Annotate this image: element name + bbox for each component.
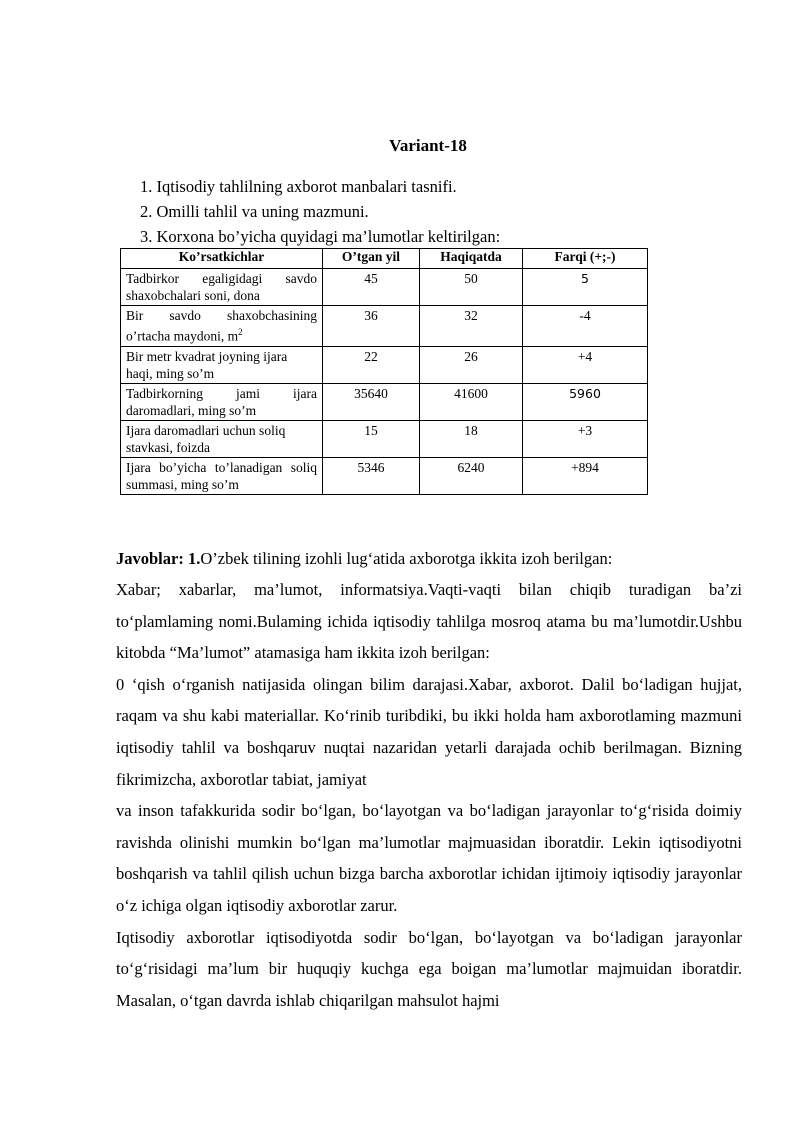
question-item: 1. Iqtisodiy tahlilning axborot manbalari tasnifi. xyxy=(140,177,457,196)
previous-year-cell: 45 xyxy=(323,269,420,306)
difference-cell: +3 xyxy=(523,420,648,457)
difference-cell: 5 xyxy=(523,269,648,306)
actual-cell: 32 xyxy=(420,306,523,347)
indicators-table xyxy=(120,248,648,495)
difference-cell: +4 xyxy=(523,346,648,383)
answers-label: Javoblar: 1. xyxy=(116,549,201,568)
table-header-row xyxy=(121,249,648,269)
table-row xyxy=(121,420,648,457)
previous-year-cell: 5346 xyxy=(323,457,420,494)
previous-year-cell: 22 xyxy=(323,346,420,383)
answer-paragraph: Xabar; xabarlar, ma’lumot, informatsiya.Vaqti-vaqti bilan chiqib turadigan ba’zi to‘plamlaming nomi.Bulaming ichida iqtisodiy tahlilga mosroq atama bu ma’lumotdir.Ushbu kitobda “Ma’lumot” atamasiga ham ikkita izoh berilgan: xyxy=(116,580,742,663)
answer-paragraph: Iqtisodiy axborotlar iqtisodiyotda sodir bo‘lgan, bo‘layotgan va bo‘ladigan jarayonlar to‘g‘risidagi ma’lum bir huquqiy kuchga ega boigan ma’lumotlar majmuidan iboratdir. Masalan, o‘tgan davrda ishlab chiqarilgan mahsulot hajmi xyxy=(116,927,742,1010)
header-indicator: Ko’rsatkichlar xyxy=(121,249,323,269)
answers-section xyxy=(116,543,742,1016)
table-row xyxy=(121,383,648,420)
answer-paragraph: 0 ‘qish o‘rganish natijasida olingan bilim darajasi.Xabar, axborot. Dalil bo‘ladigan hujjat, raqam va shu kabi materiallar. Ko‘rinib turibdiki, bu ikki holda ham axborotlaming mazmuni iqtisodiy tahlil va boshqaruv nuqtai nazaridan yetarli darajada ochib berilmagan. Bizning fikrimizcha, axborotlar tabiat, jamiyat xyxy=(116,674,742,789)
indicator-text: Bir savdo shaxobchasining o’rtacha maydoni, m xyxy=(126,308,317,344)
table-row xyxy=(121,457,648,494)
indicator-cell: Ijara bo’yicha to’lanadigan soliq summasi, ming so’m xyxy=(121,457,323,494)
previous-year-cell: 15 xyxy=(323,420,420,457)
answer-paragraph xyxy=(116,543,742,574)
question-item: 3. Korxona bo’yicha quyidagi ma’lumotlar keltirilgan: xyxy=(140,227,501,246)
difference-cell: -4 xyxy=(523,306,648,347)
actual-cell: 26 xyxy=(420,346,523,383)
answer-text: O’zbek tilining izohli lug‘atida axborotga ikkita izoh berilgan: xyxy=(200,549,613,568)
answer-paragraph: va inson tafakkurida sodir bo‘lgan, bo‘layotgan va bo‘ladigan jarayonlar to‘g‘risida doimiy ravishda olinishi mumkin bo‘lgan ma’lumotlar majmuasidan iboratdir. Lekin iqtisodiyotni boshqarish va tahlil qilish uchun bizga barcha axborotlar ichidan ijtimoiy iqtisodiy jarayonlar o‘z ichiga olgan iqtisodiy axborotlar zarur. xyxy=(116,801,742,915)
difference-cell: +894 xyxy=(523,457,648,494)
superscript: 2 xyxy=(238,327,243,337)
indicator-cell: Tadbirkor egaligidagi savdo shaxobchalari soni, dona xyxy=(121,269,323,306)
header-previous-year: O’tgan yil xyxy=(323,249,420,269)
header-actual: Haqiqatda xyxy=(420,249,523,269)
previous-year-cell: 36 xyxy=(323,306,420,347)
indicator-cell: Tadbirkorning jami ijara daromadlari, ming so’m xyxy=(121,383,323,420)
actual-cell: 50 xyxy=(420,269,523,306)
table-row xyxy=(121,269,648,306)
indicator-cell: Ijara daromadlari uchun soliq stavkasi, foizda xyxy=(121,420,323,457)
indicator-cell: Bir metr kvadrat joyning ijara haqi, ming so’m xyxy=(121,346,323,383)
question-item: 2. Omilli tahlil va uning mazmuni. xyxy=(140,202,369,221)
actual-cell: 41600 xyxy=(420,383,523,420)
question-list xyxy=(140,174,500,249)
previous-year-cell: 35640 xyxy=(323,383,420,420)
actual-cell: 6240 xyxy=(420,457,523,494)
document-title: Variant-18 xyxy=(389,136,467,155)
table-row xyxy=(121,346,648,383)
indicator-cell xyxy=(121,306,323,347)
table-row xyxy=(121,306,648,347)
header-difference: Farqi (+;-) xyxy=(523,249,648,269)
actual-cell: 18 xyxy=(420,420,523,457)
difference-cell: 5960 xyxy=(523,383,648,420)
